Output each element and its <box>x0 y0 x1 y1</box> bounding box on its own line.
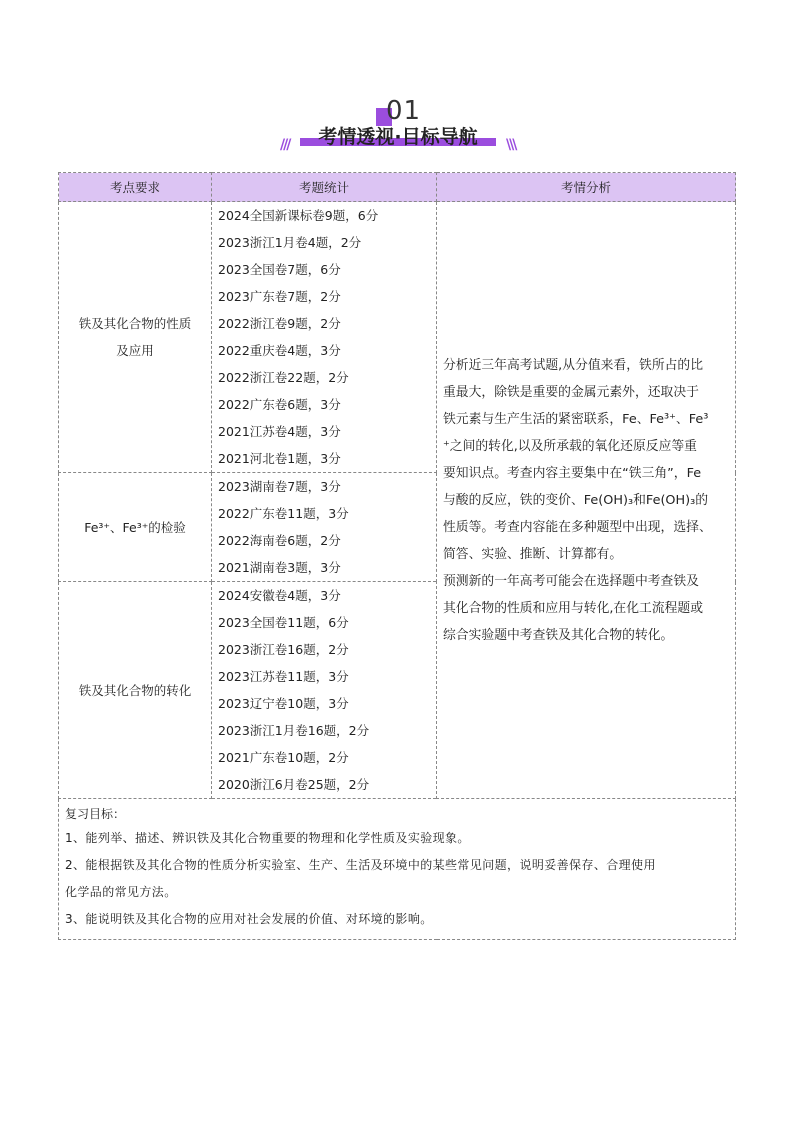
list-item: 2022海南卷6题，2分 <box>218 533 341 548</box>
list-item: 2020浙江6月卷25题，2分 <box>218 777 370 792</box>
stats-cell <box>212 202 437 473</box>
topic-label: 铁及其化合物的性质及应用 <box>78 316 192 358</box>
topic-cell <box>59 202 212 473</box>
header-cell: 考题统计 <box>212 173 437 202</box>
stats-cell <box>212 473 437 582</box>
list-item: 2021广东卷10题，2分 <box>218 750 349 765</box>
analysis-line: ⁺之间的转化,以及所承载的氧化还原反应等重 <box>443 438 697 454</box>
analysis-line: 性质等。考查内容能在多种题型中出现，选择、 <box>443 519 712 535</box>
list-item: 2023浙江1月卷16题，2分 <box>218 723 370 738</box>
header-cell: 考点要求 <box>59 173 212 202</box>
header-cell: 考情分析 <box>437 173 736 202</box>
list-item: 2022浙江卷9题，2分 <box>218 316 341 331</box>
list-item: 2023全国卷11题，6分 <box>218 615 349 630</box>
goal-line: 化学品的常见方法。 <box>65 885 177 899</box>
section-title: 考情透视·目标导航 <box>318 126 478 148</box>
table-row <box>59 202 736 473</box>
list-item: 2022重庆卷4题，3分 <box>218 343 341 358</box>
analysis-line: 其化合物的性质和应用与转化,在化工流程题或 <box>443 600 704 616</box>
goal-line: 1、能列举、描述、辨识铁及其化合物重要的物理和化学性质及实验现象。 <box>65 831 470 845</box>
topic-cell <box>59 473 212 582</box>
analysis-line: 重最大，除铁是重要的金属元素外，还取决于 <box>443 384 699 400</box>
decor-slashes-right: \\\ <box>506 137 516 153</box>
analysis-line: 要知识点。考查内容主要集中在“铁三角”，Fe <box>443 465 702 481</box>
analysis-line: 分析近三年高考试题,从分值来看，铁所占的比 <box>443 357 704 373</box>
table-header-row <box>59 173 736 202</box>
list-item: 2023辽宁卷10题，3分 <box>218 696 349 711</box>
list-item: 2023广东卷7题，2分 <box>218 289 341 304</box>
analysis-line: 铁元素与生产生活的紧密联系，Fe、Fe³⁺、Fe³ <box>443 411 709 427</box>
list-item: 2024全国新课标卷9题，6分 <box>218 208 379 223</box>
topic-label: 铁及其化合物的转化 <box>78 682 192 698</box>
section-number: 01 <box>386 96 422 126</box>
section-header <box>0 92 794 162</box>
list-item: 2023浙江1月卷4题，2分 <box>218 235 362 250</box>
review-goals-cell <box>59 799 736 940</box>
stats-cell <box>212 582 437 799</box>
analysis-line: 预测新的一年高考可能会在选择题中考查铁及 <box>443 573 699 589</box>
list-item: 2023全国卷7题，6分 <box>218 262 341 277</box>
list-item: 2021湖南卷3题，3分 <box>218 560 341 575</box>
list-item: 2022广东卷11题，3分 <box>218 506 349 521</box>
goals-row <box>59 799 736 940</box>
topic-label: Fe³⁺、Fe³⁺的检验 <box>84 519 186 535</box>
analysis-cell <box>437 202 736 799</box>
exam-analysis-table <box>58 172 736 940</box>
list-item: 2023湖南卷7题，3分 <box>218 479 341 494</box>
list-item: 2023江苏卷11题，3分 <box>218 669 349 684</box>
list-item: 2021河北卷1题，3分 <box>218 451 341 466</box>
goal-line: 2、能根据铁及其化合物的性质分析实验室、生产、生活及环境中的某些常见问题，说明妥善保存、合理使用 <box>65 858 656 872</box>
list-item: 2023浙江卷16题，2分 <box>218 642 349 657</box>
decor-slashes-left: /// <box>280 137 290 153</box>
analysis-line: 与酸的反应，铁的变价、Fe(OH)₃和Fe(OH)₃的 <box>443 492 709 508</box>
goal-line: 3、能说明铁及其化合物的应用对社会发展的价值、对环境的影响。 <box>65 912 433 926</box>
list-item: 2022浙江卷22题，2分 <box>218 370 349 385</box>
list-item: 2024安徽卷4题，3分 <box>218 588 341 603</box>
list-item: 2021江苏卷4题，3分 <box>218 424 341 439</box>
goals-title: 复习目标： <box>65 807 126 821</box>
analysis-line: 简答、实验、推断、计算都有。 <box>443 546 623 562</box>
topic-cell <box>59 582 212 799</box>
list-item: 2022广东卷6题，3分 <box>218 397 341 412</box>
analysis-line: 综合实验题中考查铁及其化合物的转化。 <box>443 627 674 643</box>
